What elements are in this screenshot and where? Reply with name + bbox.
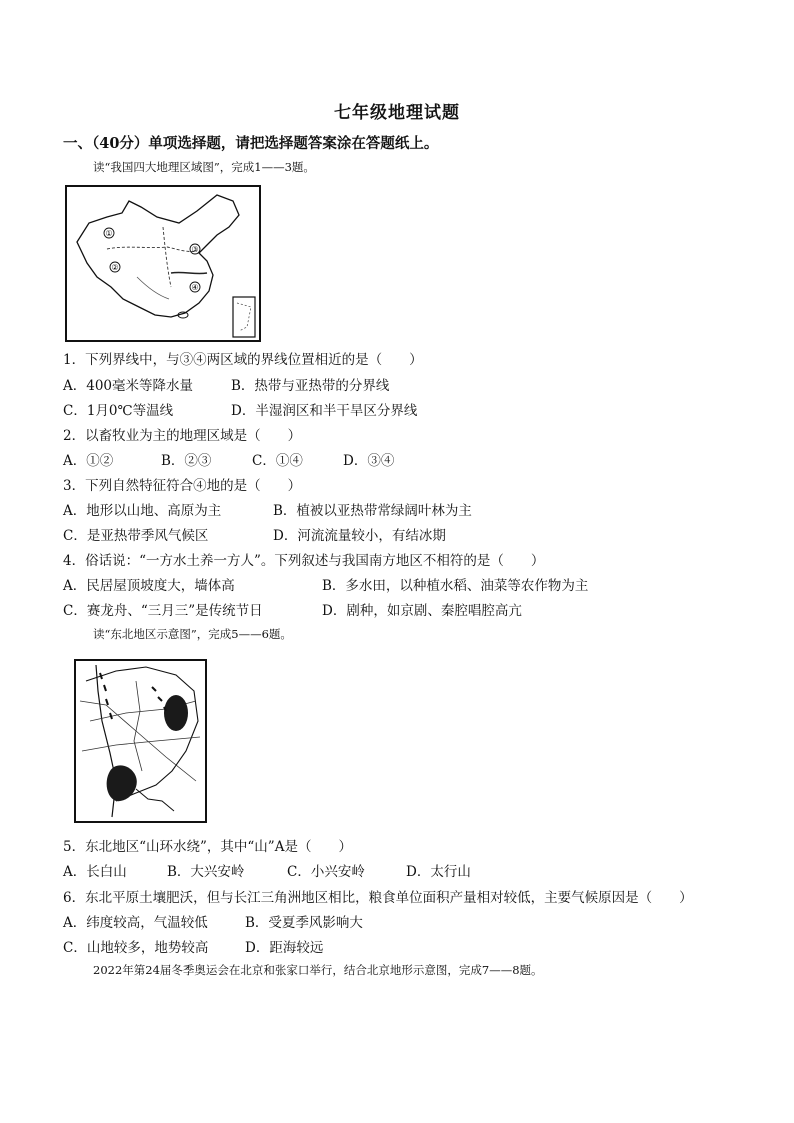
map-label-4: ④: [191, 283, 199, 292]
map-label-2: ②: [111, 263, 119, 272]
question-3-option-c[interactable]: C．是亚热带季风气候区: [63, 528, 209, 544]
question-1-stem: 1．下列界线中，与③④两区域的界线位置相近的是（ ）: [63, 352, 423, 368]
question-1-option-c[interactable]: C．1月0℃等温线: [63, 403, 174, 419]
question-4-option-b[interactable]: B．多水田，以种植水稻、油菜等农作物为主: [322, 578, 589, 594]
question-2-option-b[interactable]: B．②③: [161, 453, 212, 469]
question-3-option-b[interactable]: B．植被以亚热带常绿阔叶林为主: [273, 503, 472, 519]
question-4-option-a[interactable]: A．民居屋顶坡度大，墙体高: [63, 578, 235, 594]
question-3-option-a[interactable]: A．地形以山地、高原为主: [63, 503, 222, 519]
china-map-graphic: [67, 187, 259, 340]
question-6-option-a[interactable]: A．纬度较高，气温较低: [63, 915, 208, 931]
question-6-stem: 6．东北平原土壤肥沃，但与长江三角洲地区相比，粮食单位面积产量相对较低，主要气候原因是（ ）: [63, 890, 693, 906]
question-2-option-a[interactable]: A．①②: [63, 453, 114, 469]
section-heading: 一、（40分）单项选择题，请把选择题答案涂在答题纸上。: [63, 135, 439, 152]
question-6-option-b[interactable]: B．受夏季风影响大: [245, 915, 363, 931]
northeast-region-map: [74, 659, 207, 823]
question-1-option-b[interactable]: B．热带与亚热带的分界线: [231, 378, 390, 394]
question-1-option-d[interactable]: D．半湿润区和半干旱区分界线: [231, 403, 418, 419]
northeast-map-graphic: [76, 661, 205, 821]
intro-text-1: 读“我国四大地理区域图”，完成1——3题。: [93, 160, 315, 174]
question-4-option-c[interactable]: C．赛龙舟、“三月三”是传统节日: [63, 603, 263, 619]
question-3-option-d[interactable]: D．河流流量较小，有结冰期: [273, 528, 446, 544]
question-2-option-c[interactable]: C．①④: [252, 453, 303, 469]
question-4-option-d[interactable]: D．剧种，如京剧、秦腔唱腔高亢: [322, 603, 522, 619]
question-2-stem: 2．以畜牧业为主的地理区域是（ ）: [63, 428, 302, 444]
intro-text-3: 2022年第24届冬季奥运会在北京和张家口举行，结合北京地形示意图，完成7——8题。: [93, 963, 543, 977]
question-3-stem: 3．下列自然特征符合④地的是（ ）: [63, 478, 302, 494]
map-label-1: ①: [105, 229, 113, 238]
question-4-stem: 4．俗话说：“一方水土养一方人”。下列叙述与我国南方地区不相符的是（ ）: [63, 553, 545, 569]
question-5-option-c[interactable]: C．小兴安岭: [287, 864, 365, 880]
question-6-option-c[interactable]: C．山地较多，地势较高: [63, 940, 209, 956]
question-5-option-a[interactable]: A．长白山: [63, 864, 127, 880]
question-5-option-b[interactable]: B．大兴安岭: [167, 864, 245, 880]
question-6-option-d[interactable]: D．距海较远: [245, 940, 324, 956]
intro-text-2: 读“东北地区示意图”，完成5——6题。: [93, 627, 292, 641]
question-5-stem: 5．东北地区“山环水绕”，其中“山”A是（ ）: [63, 839, 352, 855]
question-2-option-d[interactable]: D．③④: [343, 453, 395, 469]
question-5-option-d[interactable]: D．太行山: [406, 864, 471, 880]
map-label-3: ③: [191, 245, 199, 254]
page-title: 七年级地理试题: [334, 103, 460, 123]
china-regions-map: [65, 185, 261, 342]
question-1-option-a[interactable]: A．400毫米等降水量: [63, 378, 194, 394]
